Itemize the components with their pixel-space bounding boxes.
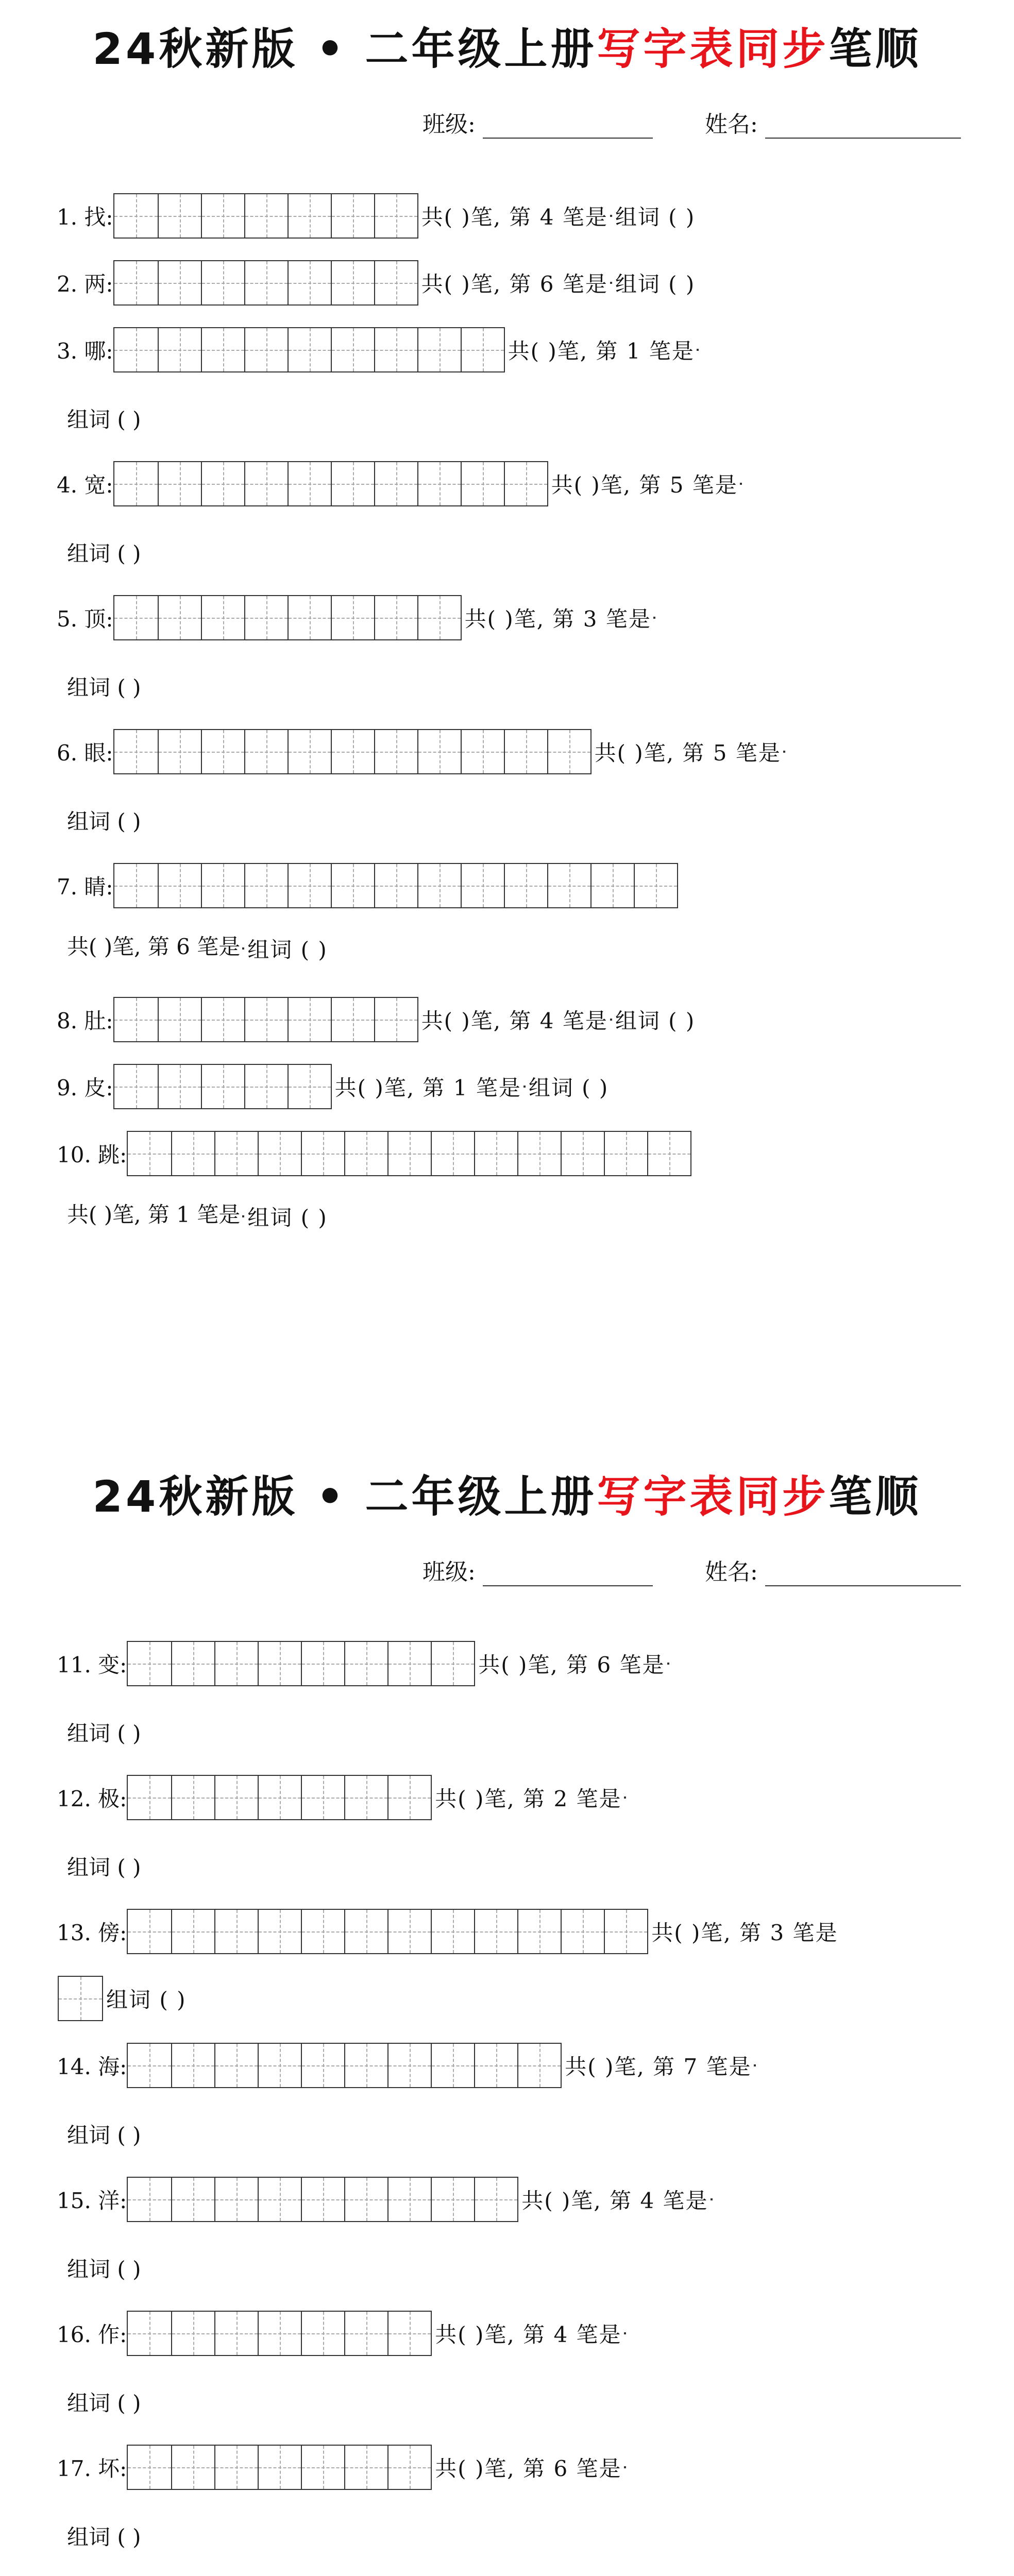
stroke-count-text: 共( )笔, 第 7 笔是 [565,2054,752,2079]
writing-cell[interactable] [387,2044,431,2087]
writing-cell[interactable] [214,1642,258,1685]
writing-cell[interactable] [374,864,417,907]
stroke-count-text: 共( )笔, 第 6 笔是 [435,2456,622,2481]
question-label: 8. 肚: [57,1008,113,1033]
writing-cell[interactable] [114,261,158,304]
writing-cell[interactable] [114,864,158,907]
writing-cell[interactable] [344,1132,387,1175]
writing-cell[interactable] [374,730,417,773]
writing-cell[interactable] [387,1910,431,1953]
class-label: 班级: [422,111,476,138]
stroke-grid[interactable] [113,1064,332,1109]
stroke-count-text: 共( )笔, 第 3 笔是 [651,1920,838,1945]
writing-cell[interactable] [258,1776,301,1819]
writing-cell[interactable] [301,2044,344,2087]
writing-cell[interactable] [114,596,158,639]
stroke-count-text: 共( )笔, 第 1 笔是 [334,1075,521,1100]
writing-cell[interactable] [431,2178,474,2221]
writing-cell[interactable] [288,596,331,639]
writing-cell[interactable] [288,864,331,907]
class-field [422,106,653,139]
word-group-text: 组词 ( ) [67,809,141,834]
stroke-grid[interactable] [113,193,418,239]
question-label: 1. 找: [57,205,113,230]
writing-cell[interactable] [417,864,461,907]
question-2 [57,260,695,306]
writing-cell[interactable] [561,1132,604,1175]
writing-cell[interactable] [344,2446,387,2489]
word-group-text: 组词 ( ) [247,937,328,962]
writing-cell[interactable] [158,261,201,304]
writing-cell[interactable] [387,1132,431,1175]
answer-box[interactable] [610,1019,612,1021]
title-end: 笔顺 [829,1471,922,1522]
writing-cell[interactable] [128,2446,171,2489]
writing-cell[interactable] [417,328,461,371]
writing-cell[interactable] [331,730,374,773]
writing-cell[interactable] [461,328,504,371]
class-field [422,1553,653,1586]
question-14 [57,2043,756,2088]
name-field [705,106,961,139]
word-group-text: 组词 ( ) [615,272,696,297]
stroke-grid[interactable] [127,2445,432,2490]
page-title [0,1462,1014,1524]
answer-box[interactable] [711,2198,713,2200]
writing-cell[interactable] [331,328,374,371]
answer-box[interactable] [667,1663,669,1665]
question-7 [57,863,678,908]
writing-cell[interactable] [331,864,374,907]
writing-cell[interactable] [344,2044,387,2087]
writing-cell[interactable] [301,1642,344,1685]
class-label: 班级: [422,1559,476,1585]
writing-cell[interactable] [301,2178,344,2221]
answer-box[interactable] [783,751,785,753]
writing-cell[interactable] [244,328,288,371]
stroke-grid[interactable] [113,997,418,1042]
question-label: 11. 变: [57,1652,127,1677]
stroke-grid[interactable] [127,2043,562,2088]
question-label: 9. 皮: [57,1075,113,1100]
writing-cell[interactable] [258,2178,301,2221]
writing-cell[interactable] [258,1132,301,1175]
writing-cell[interactable] [604,1910,647,1953]
writing-cell[interactable] [244,864,288,907]
writing-cell[interactable] [244,730,288,773]
question-label: 17. 坏: [57,2456,127,2481]
word-group-text: 组词 ( ) [67,541,141,566]
question-6 [57,729,785,774]
question-label: 7. 睛: [57,874,113,900]
writing-cell[interactable] [214,2446,258,2489]
stroke-count-text: 共( )笔, 第 6 笔是 [478,1652,665,1677]
answer-box[interactable] [58,1976,103,2021]
writing-cell[interactable] [331,194,374,238]
word-group-text: 组词 ( ) [106,1987,187,2012]
writing-cell[interactable] [288,261,331,304]
writing-cell[interactable] [171,1642,214,1685]
writing-cell[interactable] [201,998,244,1041]
writing-cell[interactable] [258,2446,301,2489]
writing-cell[interactable] [158,596,201,639]
writing-cell[interactable] [387,2446,431,2489]
question-10 [57,1131,691,1176]
word-group-text: 组词 ( ) [615,205,696,230]
answer-box[interactable] [624,2466,626,2468]
writing-cell[interactable] [128,2178,171,2221]
writing-cell[interactable] [171,2044,214,2087]
answer-box[interactable] [754,2064,756,2066]
writing-cell[interactable] [171,1910,214,1953]
question-15 [57,2177,713,2222]
stroke-count-text: 共( )笔, 第 4 笔是 [521,2188,708,2213]
question-5 [57,595,655,640]
writing-cell[interactable] [431,1132,474,1175]
stroke-grid[interactable] [113,461,548,506]
answer-box[interactable] [610,215,612,217]
writing-cell[interactable] [344,2312,387,2355]
writing-cell[interactable] [561,1910,604,1953]
writing-cell[interactable] [431,1910,474,1953]
question-13 [57,1909,838,1954]
writing-cell[interactable] [331,596,374,639]
writing-cell[interactable] [258,1910,301,1953]
stroke-grid[interactable] [113,729,592,774]
writing-cell[interactable] [201,261,244,304]
writing-cell[interactable] [201,328,244,371]
writing-cell[interactable] [158,328,201,371]
writing-cell[interactable] [387,1776,431,1819]
writing-cell[interactable] [244,194,288,238]
title-highlight: 写字表同步 [597,24,829,74]
stroke-grid[interactable] [113,863,678,908]
writing-cell[interactable] [504,864,547,907]
writing-cell[interactable] [244,261,288,304]
writing-cell[interactable] [474,1132,517,1175]
answer-box[interactable] [624,1797,626,1799]
question-label: 14. 海: [57,2054,127,2079]
writing-cell[interactable] [474,2178,517,2221]
writing-cell[interactable] [301,1132,344,1175]
writing-cell[interactable] [387,1642,431,1685]
title-main: 24秋新版 • 二年级上册 [92,24,597,74]
title-end: 笔顺 [829,24,922,74]
writing-cell[interactable] [128,1910,171,1953]
writing-cell[interactable] [128,2312,171,2355]
writing-cell[interactable] [214,1910,258,1953]
writing-cell[interactable] [158,730,201,773]
question-1 [57,193,695,239]
writing-cell[interactable] [114,462,158,505]
writing-cell[interactable] [158,1065,201,1108]
writing-cell[interactable] [201,462,244,505]
word-group-text: 组词 ( ) [67,2524,141,2550]
writing-cell[interactable] [214,2044,258,2087]
writing-cell[interactable] [158,864,201,907]
answer-box[interactable] [610,282,612,284]
writing-cell[interactable] [114,1065,158,1108]
writing-cell[interactable] [331,998,374,1041]
question-11 [57,1641,669,1686]
writing-cell[interactable] [288,730,331,773]
answer-box[interactable] [624,2332,626,2334]
writing-cell[interactable] [647,1132,690,1175]
writing-cell[interactable] [461,864,504,907]
class-line[interactable] [483,1564,653,1586]
writing-cell[interactable] [214,2312,258,2355]
writing-cell[interactable] [344,1910,387,1953]
writing-cell[interactable] [214,1132,258,1175]
title-highlight: 写字表同步 [597,1471,829,1522]
writing-cell[interactable] [431,2044,474,2087]
question-label: 3. 哪: [57,338,113,364]
stroke-count-text: 共( )笔, 第 4 笔是 [435,2322,622,2347]
stroke-count-text: 共( )笔, 第 3 笔是 [464,606,651,632]
writing-cell[interactable] [288,328,331,371]
writing-cell[interactable] [387,2178,431,2221]
writing-cell[interactable] [474,1910,517,1953]
writing-cell[interactable] [504,730,547,773]
title-main: 24秋新版 • 二年级上册 [92,1471,597,1522]
question-9 [57,1064,609,1109]
stroke-count-text: 共( )笔, 第 1 笔是 [508,338,695,364]
question-12 [57,1775,626,1820]
word-group-text: 组词 ( ) [67,1721,141,1746]
writing-cell[interactable] [288,462,331,505]
writing-cell[interactable] [114,730,158,773]
writing-cell[interactable] [128,2044,171,2087]
question-label: 10. 跳: [57,1142,127,1167]
writing-cell[interactable] [288,1065,331,1108]
stroke-grid[interactable] [127,1909,648,1954]
writing-cell[interactable] [517,2044,561,2087]
word-group-text: 组词 ( ) [615,1008,696,1033]
writing-cell[interactable] [634,864,677,907]
answer-box[interactable] [697,349,699,351]
question-label: 5. 顶: [57,606,113,632]
answer-box[interactable] [523,1086,526,1088]
question-label: 16. 作: [57,2322,127,2347]
writing-cell[interactable] [547,730,590,773]
writing-cell[interactable] [214,1776,258,1819]
stroke-count-text: 共( )笔, 第 6 笔是 [421,272,608,297]
writing-cell[interactable] [244,1065,288,1108]
writing-cell[interactable] [201,596,244,639]
writing-cell[interactable] [431,1642,474,1685]
writing-cell[interactable] [374,462,417,505]
question-label: 15. 洋: [57,2188,127,2213]
question-label: 4. 宽: [57,472,113,498]
word-group-text: 组词 ( ) [67,2123,141,2148]
writing-cell[interactable] [158,194,201,238]
writing-cell[interactable] [158,462,201,505]
question-label: 2. 两: [57,272,113,297]
question-10-continued [67,1198,328,1232]
writing-cell[interactable] [474,2044,517,2087]
writing-cell[interactable] [590,864,634,907]
stroke-grid[interactable] [127,2177,518,2222]
writing-cell[interactable] [461,730,504,773]
answer-box[interactable] [653,617,655,619]
class-line[interactable] [483,116,653,139]
writing-cell[interactable] [114,328,158,371]
writing-cell[interactable] [417,730,461,773]
stroke-grid[interactable] [113,327,505,372]
writing-cell[interactable] [201,1065,244,1108]
writing-cell[interactable] [171,2446,214,2489]
stroke-grid[interactable] [127,1775,432,1820]
writing-cell[interactable] [128,1132,171,1175]
writing-cell[interactable] [244,998,288,1041]
stroke-count-text: 共( )笔, 第 6 笔是 [67,934,241,959]
question-7-continued [67,930,328,964]
writing-cell[interactable] [374,998,417,1041]
question-13-continued [58,1976,186,2021]
writing-cell[interactable] [301,2312,344,2355]
writing-cell[interactable] [417,462,461,505]
writing-cell[interactable] [59,1977,102,2020]
writing-cell[interactable] [301,2446,344,2489]
writing-cell[interactable] [461,462,504,505]
stroke-grid[interactable] [127,1131,691,1176]
question-label: 12. 极: [57,1786,127,1811]
writing-cell[interactable] [344,1776,387,1819]
writing-cell[interactable] [201,194,244,238]
question-8 [57,997,695,1042]
answer-box[interactable] [242,947,244,950]
writing-cell[interactable] [374,328,417,371]
page-title [0,14,1014,77]
question-label: 13. 傍: [57,1920,127,1945]
writing-cell[interactable] [331,462,374,505]
writing-cell[interactable] [171,1776,214,1819]
stroke-grid[interactable] [113,260,418,306]
writing-cell[interactable] [301,1910,344,1953]
writing-cell[interactable] [128,1776,171,1819]
word-group-text: 组词 ( ) [67,675,141,700]
writing-cell[interactable] [504,462,547,505]
word-group-text: 组词 ( ) [67,407,141,432]
name-label: 姓名: [705,111,758,138]
writing-cell[interactable] [417,596,461,639]
question-3 [57,327,699,372]
stroke-count-text: 共( )笔, 第 1 笔是 [67,1202,241,1227]
writing-cell[interactable] [201,730,244,773]
writing-cell[interactable] [374,261,417,304]
question-16 [57,2311,626,2356]
writing-cell[interactable] [344,2178,387,2221]
question-17 [57,2445,626,2490]
stroke-count-text: 共( )笔, 第 4 笔是 [421,1008,608,1033]
writing-cell[interactable] [114,194,158,238]
writing-cell[interactable] [201,864,244,907]
name-line[interactable] [765,1564,961,1586]
writing-cell[interactable] [171,2312,214,2355]
writing-cell[interactable] [331,261,374,304]
writing-cell[interactable] [158,998,201,1041]
stroke-count-text: 共( )笔, 第 5 笔是 [551,472,738,498]
writing-cell[interactable] [387,2312,431,2355]
writing-cell[interactable] [258,2044,301,2087]
writing-cell[interactable] [244,596,288,639]
word-group-text: 组词 ( ) [67,1855,141,1880]
word-group-text: 组词 ( ) [67,2257,141,2282]
writing-cell[interactable] [114,998,158,1041]
word-group-text: 组词 ( ) [247,1205,328,1230]
stroke-grid[interactable] [113,595,462,640]
word-group-text: 组词 ( ) [528,1075,609,1100]
writing-cell[interactable] [288,998,331,1041]
word-group-text: 组词 ( ) [67,2391,141,2416]
writing-cell[interactable] [128,1642,171,1685]
stroke-count-text: 共( )笔, 第 4 笔是 [421,205,608,230]
writing-cell[interactable] [517,1132,561,1175]
answer-box[interactable] [740,483,742,485]
question-label: 6. 眼: [57,740,113,766]
writing-cell[interactable] [301,1776,344,1819]
stroke-count-text: 共( )笔, 第 2 笔是 [435,1786,622,1811]
writing-cell[interactable] [258,2312,301,2355]
answer-box[interactable] [242,1215,244,1217]
writing-cell[interactable] [517,1910,561,1953]
question-4 [57,461,742,506]
writing-cell[interactable] [171,1132,214,1175]
writing-cell[interactable] [244,462,288,505]
stroke-grid[interactable] [127,1641,475,1686]
writing-cell[interactable] [171,2178,214,2221]
writing-cell[interactable] [547,864,590,907]
writing-cell[interactable] [288,194,331,238]
name-field [705,1553,961,1586]
stroke-grid[interactable] [127,2311,432,2356]
writing-cell[interactable] [374,194,417,238]
name-line[interactable] [765,116,961,139]
name-label: 姓名: [705,1559,758,1585]
writing-cell[interactable] [604,1132,647,1175]
writing-cell[interactable] [258,1642,301,1685]
writing-cell[interactable] [214,2178,258,2221]
stroke-count-text: 共( )笔, 第 5 笔是 [594,740,781,766]
writing-cell[interactable] [374,596,417,639]
writing-cell[interactable] [344,1642,387,1685]
